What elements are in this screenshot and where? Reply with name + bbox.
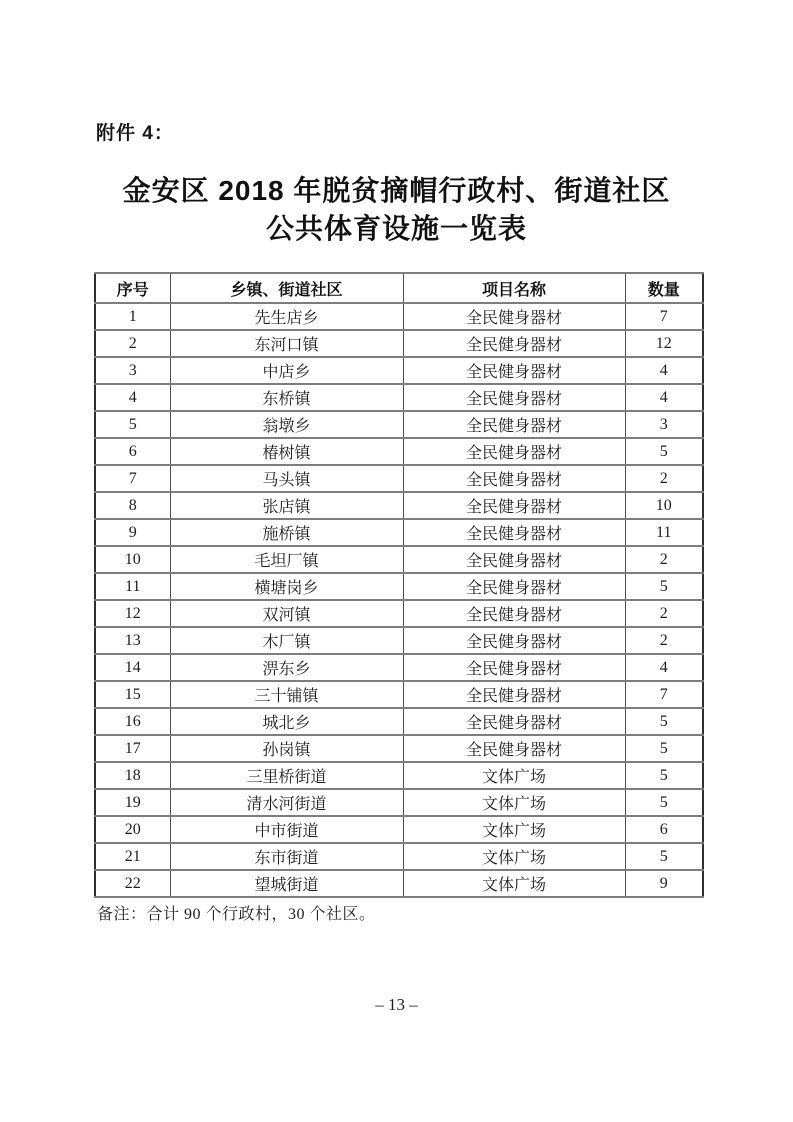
cell-project: 全民健身器材 — [403, 546, 625, 573]
table-row — [95, 681, 703, 708]
table-row — [95, 843, 703, 870]
cell-township: 横塘岗乡 — [170, 573, 403, 600]
cell-quantity: 12 — [625, 330, 703, 357]
cell-project: 全民健身器材 — [403, 654, 625, 681]
cell-quantity: 5 — [625, 708, 703, 735]
header-cell-township: 乡镇、街道社区 — [170, 273, 403, 303]
table-row — [95, 546, 703, 573]
table-row — [95, 627, 703, 654]
cell-project: 文体广场 — [403, 843, 625, 870]
cell-quantity: 2 — [625, 546, 703, 573]
cell-index: 9 — [95, 519, 170, 546]
table-row — [95, 789, 703, 816]
cell-township: 三十铺镇 — [170, 681, 403, 708]
cell-index: 4 — [95, 384, 170, 411]
table-row — [95, 600, 703, 627]
page-number: – 13 – — [375, 995, 418, 1014]
facilities-table — [94, 272, 704, 898]
cell-township: 清水河街道 — [170, 789, 403, 816]
table-row — [95, 870, 703, 897]
cell-township: 中店乡 — [170, 357, 403, 384]
page-title-line2: 公共体育设施一览表 — [265, 213, 527, 244]
table-row — [95, 438, 703, 465]
table-row — [95, 762, 703, 789]
cell-project: 全民健身器材 — [403, 735, 625, 762]
cell-quantity: 4 — [625, 654, 703, 681]
cell-index: 19 — [95, 789, 170, 816]
cell-township: 双河镇 — [170, 600, 403, 627]
cell-index: 13 — [95, 627, 170, 654]
table-row — [95, 573, 703, 600]
table-row — [95, 330, 703, 357]
cell-project: 全民健身器材 — [403, 411, 625, 438]
cell-quantity: 5 — [625, 735, 703, 762]
cell-index: 7 — [95, 465, 170, 492]
table-body — [95, 303, 703, 897]
cell-quantity: 6 — [625, 816, 703, 843]
cell-project: 文体广场 — [403, 762, 625, 789]
table-row — [95, 357, 703, 384]
cell-quantity: 4 — [625, 357, 703, 384]
cell-quantity: 10 — [625, 492, 703, 519]
cell-quantity: 2 — [625, 600, 703, 627]
cell-township: 张店镇 — [170, 492, 403, 519]
cell-quantity: 3 — [625, 411, 703, 438]
cell-index: 1 — [95, 303, 170, 330]
cell-project: 全民健身器材 — [403, 303, 625, 330]
table-row — [95, 735, 703, 762]
cell-quantity: 4 — [625, 384, 703, 411]
table-header-row — [95, 273, 703, 303]
cell-project: 全民健身器材 — [403, 357, 625, 384]
cell-township: 望城街道 — [170, 870, 403, 897]
cell-project: 全民健身器材 — [403, 600, 625, 627]
table-row — [95, 654, 703, 681]
cell-index: 15 — [95, 681, 170, 708]
cell-township: 东河口镇 — [170, 330, 403, 357]
table-row — [95, 303, 703, 330]
header-cell-quantity: 数量 — [625, 273, 703, 303]
cell-project: 全民健身器材 — [403, 492, 625, 519]
cell-project: 全民健身器材 — [403, 438, 625, 465]
cell-project: 全民健身器材 — [403, 330, 625, 357]
cell-project: 全民健身器材 — [403, 465, 625, 492]
cell-quantity: 7 — [625, 303, 703, 330]
cell-index: 20 — [95, 816, 170, 843]
table-row — [95, 384, 703, 411]
cell-index: 3 — [95, 357, 170, 384]
cell-index: 10 — [95, 546, 170, 573]
cell-quantity: 5 — [625, 573, 703, 600]
cell-township: 东市街道 — [170, 843, 403, 870]
table-row — [95, 465, 703, 492]
header-cell-index: 序号 — [95, 273, 170, 303]
cell-index: 21 — [95, 843, 170, 870]
cell-project: 全民健身器材 — [403, 708, 625, 735]
cell-township: 椿树镇 — [170, 438, 403, 465]
footnote: 备注：合计 90 个行政村，30 个社区。 — [97, 906, 376, 923]
cell-township: 孙岗镇 — [170, 735, 403, 762]
cell-project: 全民健身器材 — [403, 627, 625, 654]
cell-index: 11 — [95, 573, 170, 600]
cell-index: 16 — [95, 708, 170, 735]
cell-index: 12 — [95, 600, 170, 627]
facilities-table-wrap — [94, 272, 704, 898]
cell-quantity: 5 — [625, 789, 703, 816]
header-cell-project: 项目名称 — [403, 273, 625, 303]
cell-township: 毛坦厂镇 — [170, 546, 403, 573]
cell-township: 翁墩乡 — [170, 411, 403, 438]
cell-township: 淠东乡 — [170, 654, 403, 681]
cell-quantity: 9 — [625, 870, 703, 897]
cell-quantity: 5 — [625, 438, 703, 465]
cell-township: 木厂镇 — [170, 627, 403, 654]
cell-quantity: 5 — [625, 843, 703, 870]
page-title-line1: 金安区 2018 年脱贫摘帽行政村、街道社区 — [122, 175, 671, 206]
cell-township: 东桥镇 — [170, 384, 403, 411]
table-row — [95, 708, 703, 735]
cell-quantity: 2 — [625, 465, 703, 492]
cell-project: 全民健身器材 — [403, 519, 625, 546]
cell-index: 2 — [95, 330, 170, 357]
attachment-label: 附件 4： — [96, 123, 174, 144]
cell-index: 14 — [95, 654, 170, 681]
cell-quantity: 5 — [625, 762, 703, 789]
cell-index: 22 — [95, 870, 170, 897]
table-row — [95, 411, 703, 438]
cell-township: 城北乡 — [170, 708, 403, 735]
table-header — [95, 273, 703, 303]
cell-project: 全民健身器材 — [403, 384, 625, 411]
cell-township: 中市街道 — [170, 816, 403, 843]
cell-index: 8 — [95, 492, 170, 519]
cell-quantity: 7 — [625, 681, 703, 708]
cell-project: 文体广场 — [403, 870, 625, 897]
cell-township: 三里桥街道 — [170, 762, 403, 789]
cell-project: 文体广场 — [403, 789, 625, 816]
cell-township: 马头镇 — [170, 465, 403, 492]
cell-index: 5 — [95, 411, 170, 438]
cell-township: 施桥镇 — [170, 519, 403, 546]
cell-index: 18 — [95, 762, 170, 789]
table-row — [95, 519, 703, 546]
cell-project: 全民健身器材 — [403, 573, 625, 600]
cell-index: 6 — [95, 438, 170, 465]
cell-quantity: 2 — [625, 627, 703, 654]
cell-project: 文体广场 — [403, 816, 625, 843]
table-row — [95, 492, 703, 519]
table-row — [95, 816, 703, 843]
cell-project: 全民健身器材 — [403, 681, 625, 708]
cell-index: 17 — [95, 735, 170, 762]
page-title — [0, 172, 793, 248]
cell-quantity: 11 — [625, 519, 703, 546]
cell-township: 先生店乡 — [170, 303, 403, 330]
